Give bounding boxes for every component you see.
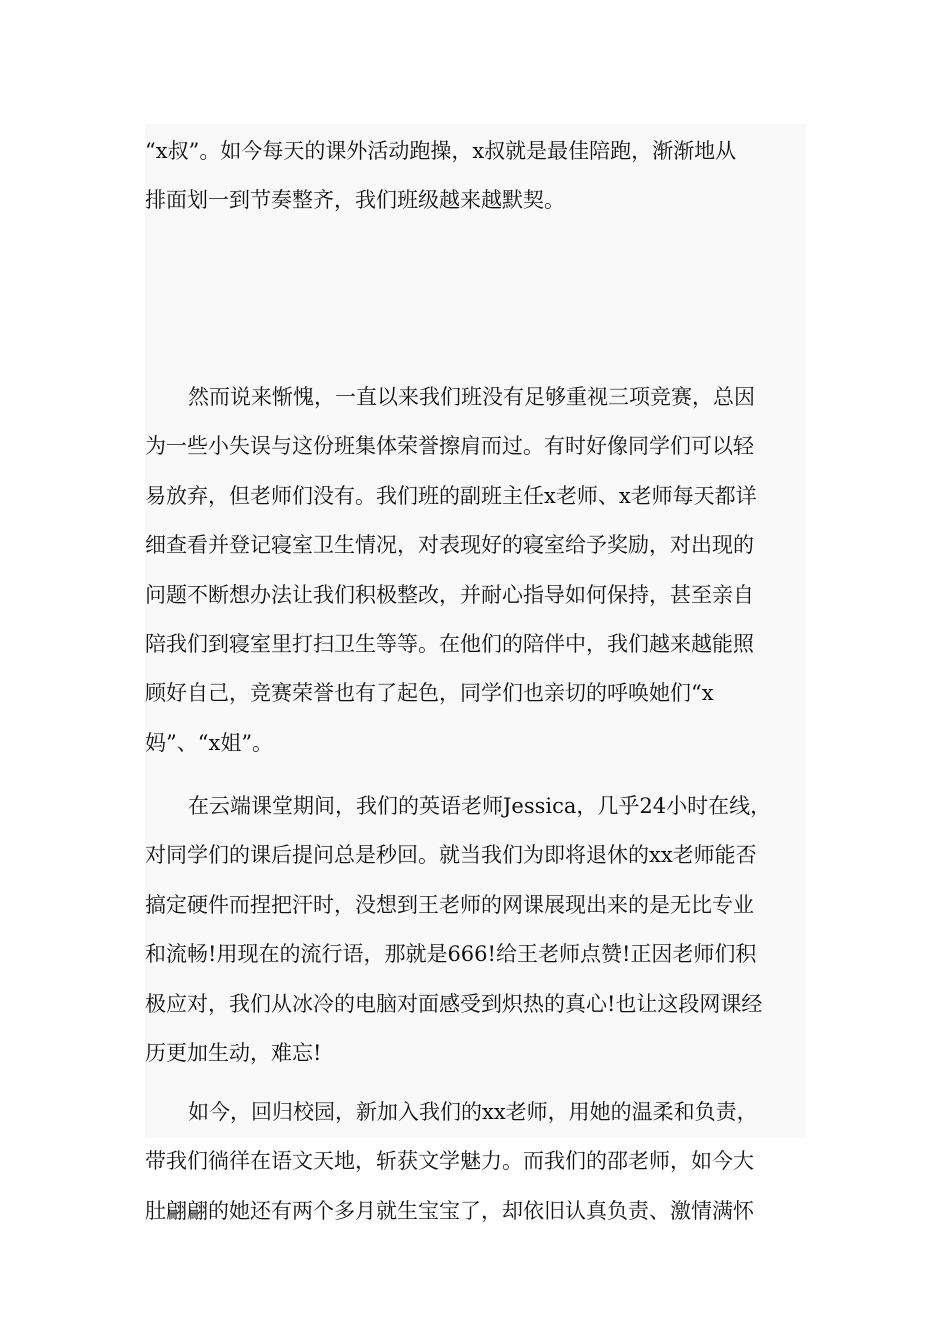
text-line: 顾好自己，竞赛荣誉也有了起色，同学们也亲切的呼唤她们“x (145, 681, 714, 706)
text-line: 易放弃，但老师们没有。我们班的副班主任x老师、x老师每天都详 (145, 483, 757, 508)
text-line: 搞定硬件而捏把汗时，没想到王老师的网课展现出来的是无比专业 (145, 892, 754, 917)
text-line: 和流畅!用现在的流行语，那就是666!给王老师点赞!正因老师们积 (145, 942, 757, 967)
paragraph-4 (145, 1088, 810, 1236)
text-line: 历更加生动，难忘! (145, 1040, 322, 1065)
text-line: 陪我们到寝室里打扫卫生等等。在他们的陪伴中，我们越来越能照 (145, 631, 754, 656)
text-line: 为一些小失误与这份班集体荣誉擦肩而过。有时好像同学们可以轻 (145, 434, 754, 459)
text-line: 在云端课堂期间，我们的英语老师Jessica，几乎24小时在线， (188, 794, 772, 818)
text-line: 带我们徜徉在语文天地，斩获文学魅力。而我们的邵老师，如今大 (145, 1149, 754, 1174)
text-line: 肚翩翩的她还有两个多月就生宝宝了，却依旧认真负责、激情满怀 (145, 1198, 754, 1223)
text-line: 如今，回归校园，新加入我们的xx老师，用她的温柔和负责， (188, 1100, 758, 1124)
paragraph-3 (145, 782, 810, 1078)
text-line: 问题不断想办法让我们积极整改，并耐心指导如何保持，甚至亲自 (145, 582, 754, 607)
paragraph-2 (145, 373, 810, 768)
text-line: 然而说来惭愧，一直以来我们班没有足够重视三项竞赛，总因 (188, 385, 755, 409)
text-line: 排面划一到节奏整齐，我们班级越来越默契。 (145, 188, 565, 213)
text-line: “x叔”。如今每天的课外活动跑操，x叔就是最佳陪跑，渐渐地从 (145, 139, 737, 163)
document-text-block (145, 124, 806, 1223)
text-line: 对同学们的课后提问总是秒回。就当我们为即将退休的xx老师能否 (145, 843, 757, 868)
paragraph-1 (145, 127, 810, 226)
text-line: 妈”、“x姐”。 (145, 730, 274, 755)
text-line: 细查看并登记寝室卫生情况，对表现好的寝室给予奖励，对出现的 (145, 533, 754, 558)
text-line: 极应对，我们从冰冷的电脑对面感受到炽热的真心!也让这段网课经 (145, 991, 763, 1016)
